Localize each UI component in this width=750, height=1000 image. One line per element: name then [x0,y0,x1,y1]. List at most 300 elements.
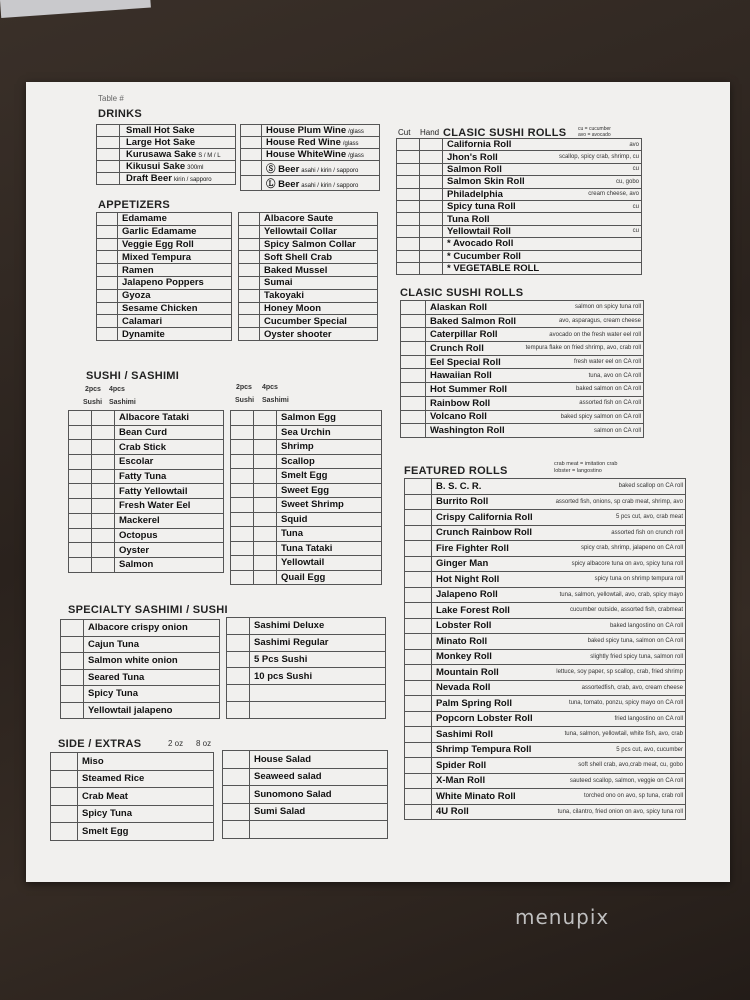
check-box[interactable] [231,483,254,498]
check-box[interactable] [92,528,115,543]
item-name: * Cucumber Roll [447,250,521,262]
list-item [405,758,686,774]
item-name: Steamed Rice [82,773,145,785]
list-item [231,411,382,426]
item-name: Rainbow Roll [430,397,491,409]
check-box[interactable] [401,424,426,438]
item-name: Scallop [281,455,315,467]
check-box[interactable] [231,425,254,440]
check-box[interactable] [254,483,277,498]
specialty-heading: SPECIALTY SASHIMI / SUSHI [68,604,228,616]
check-box[interactable] [92,411,115,426]
check-box[interactable] [227,651,250,668]
check-box[interactable] [92,557,115,572]
check-box[interactable] [239,276,260,289]
check-box[interactable] [405,479,432,495]
list-item [69,557,224,572]
check-box[interactable] [223,821,250,839]
check-box[interactable] [254,556,277,571]
item-name: Shrimp [281,441,314,453]
check-box[interactable] [51,788,78,806]
check-box[interactable] [92,513,115,528]
check-box[interactable] [69,484,92,499]
check-box[interactable] [405,525,432,541]
check-box[interactable] [239,213,260,226]
item-name: Sesame Chicken [122,302,198,314]
item-name: Jalapeno Poppers [122,277,204,289]
check-box[interactable] [97,161,120,173]
check-box[interactable] [92,425,115,440]
list-item [239,315,378,328]
item-description: baked langostino on CA roll [543,618,686,634]
list-item [97,289,232,302]
list-item [401,369,644,383]
list-item [405,572,686,588]
check-box[interactable] [254,469,277,484]
list-item [223,768,388,786]
list-item [61,702,220,719]
list-item [61,669,220,686]
check-box[interactable] [420,250,443,262]
item-name: Hawaiian Roll [430,370,492,382]
check-box[interactable] [254,527,277,542]
check-box[interactable] [405,742,432,758]
check-box[interactable] [239,238,260,251]
item-name: Veggie Egg Roll [122,238,194,250]
item-name: Jalapeno Roll [436,589,498,601]
check-box[interactable] [241,125,262,137]
item-name: Alaskan Roll [430,301,488,313]
item-description: lettuce, soy paper, sp scallop, crab, fried shrimp [543,665,686,681]
list-item [239,328,378,341]
item-name: Shrimp Tempura Roll [436,744,532,756]
check-box[interactable] [241,149,262,161]
item-description: cu [550,200,642,212]
check-box[interactable] [405,680,432,696]
check-box[interactable] [397,139,420,151]
item-name: Hot Summer Roll [430,383,508,395]
check-box[interactable] [420,188,443,200]
check-box[interactable] [97,315,118,328]
list-item [97,137,236,149]
list-item [61,636,220,653]
check-box[interactable] [420,163,443,175]
check-box[interactable] [397,250,420,262]
check-box[interactable] [69,440,92,455]
check-box[interactable] [97,149,120,161]
item-name: Fatty Yellowtail [119,485,188,497]
item-description: cu, gobo [550,176,642,188]
check-box[interactable] [405,711,432,727]
item-name: Popcorn Lobster Roll [436,713,533,725]
check-box[interactable] [69,425,92,440]
item-name: California Roll [447,139,512,151]
item-name: Salmon [119,559,154,571]
check-box[interactable] [239,328,260,341]
list-item [69,411,224,426]
check-box[interactable] [397,238,420,250]
item-note: /glass [348,153,364,159]
check-box[interactable] [92,455,115,470]
item-note: 300ml [187,165,204,171]
list-item [401,424,644,438]
check-box[interactable] [92,499,115,514]
check-box[interactable] [397,213,420,225]
check-box[interactable] [405,773,432,789]
item-name: Palm Spring Roll [436,697,513,709]
check-box[interactable] [239,289,260,302]
item-note: kirin / sapporo [173,177,212,183]
check-box[interactable] [97,125,120,137]
check-box[interactable] [51,805,78,823]
check-box[interactable] [239,225,260,238]
item-name: * Avocado Roll [447,238,514,250]
item-description: assorted fish on CA roll [520,396,643,410]
check-box[interactable] [61,636,84,653]
check-box[interactable] [97,302,118,315]
check-box[interactable] [254,454,277,469]
item-description: sauteed scallop, salmon, veggie on CA roll [543,773,686,789]
item-description: assorted fish on crunch roll [543,525,686,541]
item-name: Sunomono Salad [254,788,332,800]
item-name: House Red Wine [266,137,341,148]
check-box[interactable] [405,603,432,619]
item-name: Tuna [281,528,303,540]
featured-legend [554,461,617,475]
list-item [97,251,232,264]
check-box[interactable] [69,528,92,543]
check-box[interactable] [92,469,115,484]
check-box[interactable] [401,342,426,356]
check-box[interactable] [405,494,432,510]
item-name: Caterpillar Roll [430,329,498,341]
check-box[interactable] [231,469,254,484]
list-item [227,651,386,668]
check-box[interactable] [69,411,92,426]
check-box[interactable] [405,572,432,588]
check-box[interactable] [51,770,78,788]
list-item [97,328,232,341]
check-box[interactable] [420,213,443,225]
check-box[interactable] [405,804,432,820]
list-item [231,425,382,440]
item-description: tuna, salmon, yellowtail, white fish, avo, crab [543,727,686,743]
item-name: Sumai [264,277,293,289]
check-box[interactable] [401,328,426,342]
item-name: Spider Roll [436,759,487,771]
item-name: Burrito Roll [436,496,489,508]
check-box[interactable] [231,454,254,469]
item-description: spicy tuna on shrimp tempura roll [543,572,686,588]
list-item [69,543,224,558]
check-box[interactable] [405,556,432,572]
list-item [241,161,380,176]
item-name: Draft Beer [126,173,172,184]
item-description: cu [550,225,642,237]
list-item [69,528,224,543]
item-name: Albacore crispy onion [88,622,188,634]
list-item [227,618,386,635]
list-item [405,789,686,805]
check-box[interactable] [69,543,92,558]
list-item [401,328,644,342]
check-box[interactable] [227,685,250,702]
check-box[interactable] [97,173,120,185]
item-name: Sea Urchin [281,426,331,438]
item-name: 10 pcs Sushi [254,670,313,682]
check-box[interactable] [254,498,277,513]
check-box[interactable] [51,753,78,771]
check-box[interactable] [401,355,426,369]
list-item [401,301,644,315]
check-box[interactable] [92,543,115,558]
classic-rolls-2-heading: CLASIC SUSHI ROLLS [400,287,524,299]
check-box[interactable] [254,411,277,426]
item-note: asahi / kirin / sapporo [301,183,359,189]
check-box[interactable] [239,264,260,277]
item-name: Monkey Roll [436,651,492,663]
check-box[interactable] [223,786,250,804]
list-item [97,161,236,173]
list-item [405,603,686,619]
hand-label: Hand [420,128,440,137]
check-box[interactable] [420,139,443,151]
check-box[interactable] [231,498,254,513]
item-note: /glass [348,129,364,135]
check-box[interactable] [397,262,420,274]
item-name: Edamame [122,213,167,225]
featured-rolls-table [404,478,686,820]
check-box[interactable] [231,440,254,455]
list-item [401,355,644,369]
item-name: Albacore Tataki [119,412,190,424]
check-box[interactable] [397,176,420,188]
check-box[interactable] [420,262,443,274]
check-box[interactable] [239,315,260,328]
check-box[interactable] [227,634,250,651]
check-box[interactable] [254,440,277,455]
list-item [61,653,220,670]
item-name: 5 Pcs Sushi [254,653,308,665]
check-box[interactable] [239,302,260,315]
item-name: Yellowtail [281,557,325,569]
item-name: Honey Moon [264,302,321,314]
item-name: Spicy Tuna [88,688,138,700]
check-box[interactable] [231,541,254,556]
list-item [239,276,378,289]
check-box[interactable] [405,649,432,665]
check-box[interactable] [97,251,118,264]
check-box[interactable] [227,668,250,685]
item-name: Fatty Tuna [119,471,167,483]
list-item [231,469,382,484]
list-item [97,173,236,185]
check-box[interactable] [401,314,426,328]
check-box[interactable] [231,570,254,585]
item-name: Calamari [122,315,163,327]
item-name: Kikusui Sake [126,161,186,172]
check-box[interactable] [405,665,432,681]
check-box[interactable] [401,410,426,424]
check-box[interactable] [97,264,118,277]
list-item [97,276,232,289]
check-box[interactable] [97,276,118,289]
check-box[interactable] [420,200,443,212]
item-name: Salmon white onion [88,655,178,667]
check-box[interactable] [405,789,432,805]
item-note: asahi / kirin / sapporo [301,168,359,174]
check-box[interactable] [401,383,426,397]
check-box[interactable] [405,727,432,743]
check-box[interactable] [97,213,118,226]
list-item [397,151,642,163]
item-name: Salmon Skin Roll [447,176,525,188]
check-box[interactable] [69,513,92,528]
check-box[interactable] [397,151,420,163]
check-box[interactable] [92,484,115,499]
check-box[interactable] [97,238,118,251]
check-box[interactable] [420,176,443,188]
item-name: Seaweed salad [254,771,322,783]
check-box[interactable] [231,411,254,426]
item-name: Crab Stick [119,441,166,453]
item-name: Yellowtail jalapeno [88,704,173,716]
item-name: Seared Tuna [88,671,145,683]
check-box[interactable] [61,620,84,637]
sushi-r-col1-label: 2pcs [236,384,252,391]
list-item [405,665,686,681]
check-box[interactable] [97,137,120,149]
item-name: White Minato Roll [436,790,516,802]
item-description: fried langostino on CA roll [543,711,686,727]
check-box[interactable] [405,618,432,634]
list-item [397,139,642,151]
check-box[interactable] [227,618,250,635]
check-box[interactable] [239,251,260,264]
check-box[interactable] [254,570,277,585]
item-name: Baked Salmon Roll [430,315,517,327]
check-box[interactable] [405,696,432,712]
list-item [231,541,382,556]
check-box[interactable] [61,686,84,703]
check-box[interactable] [231,556,254,571]
check-box[interactable] [97,225,118,238]
item-name: Spicy Salmon Collar [264,238,356,250]
list-item [231,440,382,455]
check-box[interactable] [420,238,443,250]
item-description: tuna, avo on CA roll [520,369,643,383]
check-box[interactable] [401,301,426,315]
sushi-left-table [68,410,224,573]
list-item [405,494,686,510]
check-box[interactable] [97,328,118,341]
list-item [397,176,642,188]
list-item [405,479,686,495]
list-item [397,262,642,274]
item-name: Nevada Roll [436,682,491,694]
item-name: Ramen [122,264,154,276]
item-description: assortedfish, crab, avo, cream cheese [543,680,686,696]
list-item [241,176,380,191]
check-box[interactable] [405,634,432,650]
check-box[interactable] [92,440,115,455]
check-box[interactable] [397,188,420,200]
check-box[interactable] [405,758,432,774]
item-description: avocado on the fresh water eel roll [520,328,643,342]
cut-label: Cut [398,128,411,137]
check-box[interactable] [254,541,277,556]
check-box[interactable] [405,510,432,526]
check-box[interactable] [401,369,426,383]
check-box[interactable] [405,587,432,603]
check-box[interactable] [231,527,254,542]
check-box[interactable] [97,289,118,302]
check-box[interactable] [69,455,92,470]
check-box[interactable] [420,225,443,237]
check-box[interactable] [254,425,277,440]
item-note: S / M / L [198,153,221,159]
appetizers-heading: APPETIZERS [98,199,171,211]
check-box[interactable] [231,512,254,527]
check-box[interactable] [69,557,92,572]
sushi-r-col1b-label: Sushi [235,397,255,404]
list-item [69,455,224,470]
check-box[interactable] [69,499,92,514]
item-name: Tuna Tataki [281,542,333,554]
list-item [401,410,644,424]
item-description: baked spicy salmon on CA roll [520,410,643,424]
check-box[interactable] [397,225,420,237]
list-item [405,742,686,758]
item-name: Lake Forest Roll [436,604,510,616]
check-box[interactable] [405,541,432,557]
list-item [239,302,378,315]
item-name: Crispy California Roll [436,511,533,523]
check-box[interactable] [254,512,277,527]
item-name: Crunch Roll [430,342,484,354]
item-name: 4U Roll [436,806,469,818]
item-name: Spicy Tuna [82,808,132,820]
check-box[interactable] [241,176,262,191]
check-box[interactable] [61,669,84,686]
check-box[interactable] [223,803,250,821]
table-number-label: Table # [98,94,124,103]
item-description: baked scallop on CA roll [543,479,686,495]
check-box[interactable] [51,823,78,841]
check-box[interactable] [223,768,250,786]
check-box[interactable] [69,469,92,484]
item-description: cu [550,163,642,175]
check-box[interactable] [241,137,262,149]
check-box[interactable] [397,200,420,212]
list-item [97,302,232,315]
check-box[interactable] [61,702,84,719]
item-description: slightly fried spicy tuna, salmon roll [543,649,686,665]
list-item [405,541,686,557]
check-box[interactable] [61,653,84,670]
check-box[interactable] [420,151,443,163]
check-box[interactable] [401,396,426,410]
check-box[interactable] [223,751,250,769]
check-box[interactable] [241,161,262,176]
check-box[interactable] [397,163,420,175]
item-name: Sweet Shrimp [281,499,344,511]
list-item [97,225,232,238]
item-name: Sweet Egg [281,484,330,496]
item-name: Jhon's Roll [447,151,498,163]
item-name: Cucumber Special [264,315,347,327]
check-box[interactable] [227,701,250,718]
